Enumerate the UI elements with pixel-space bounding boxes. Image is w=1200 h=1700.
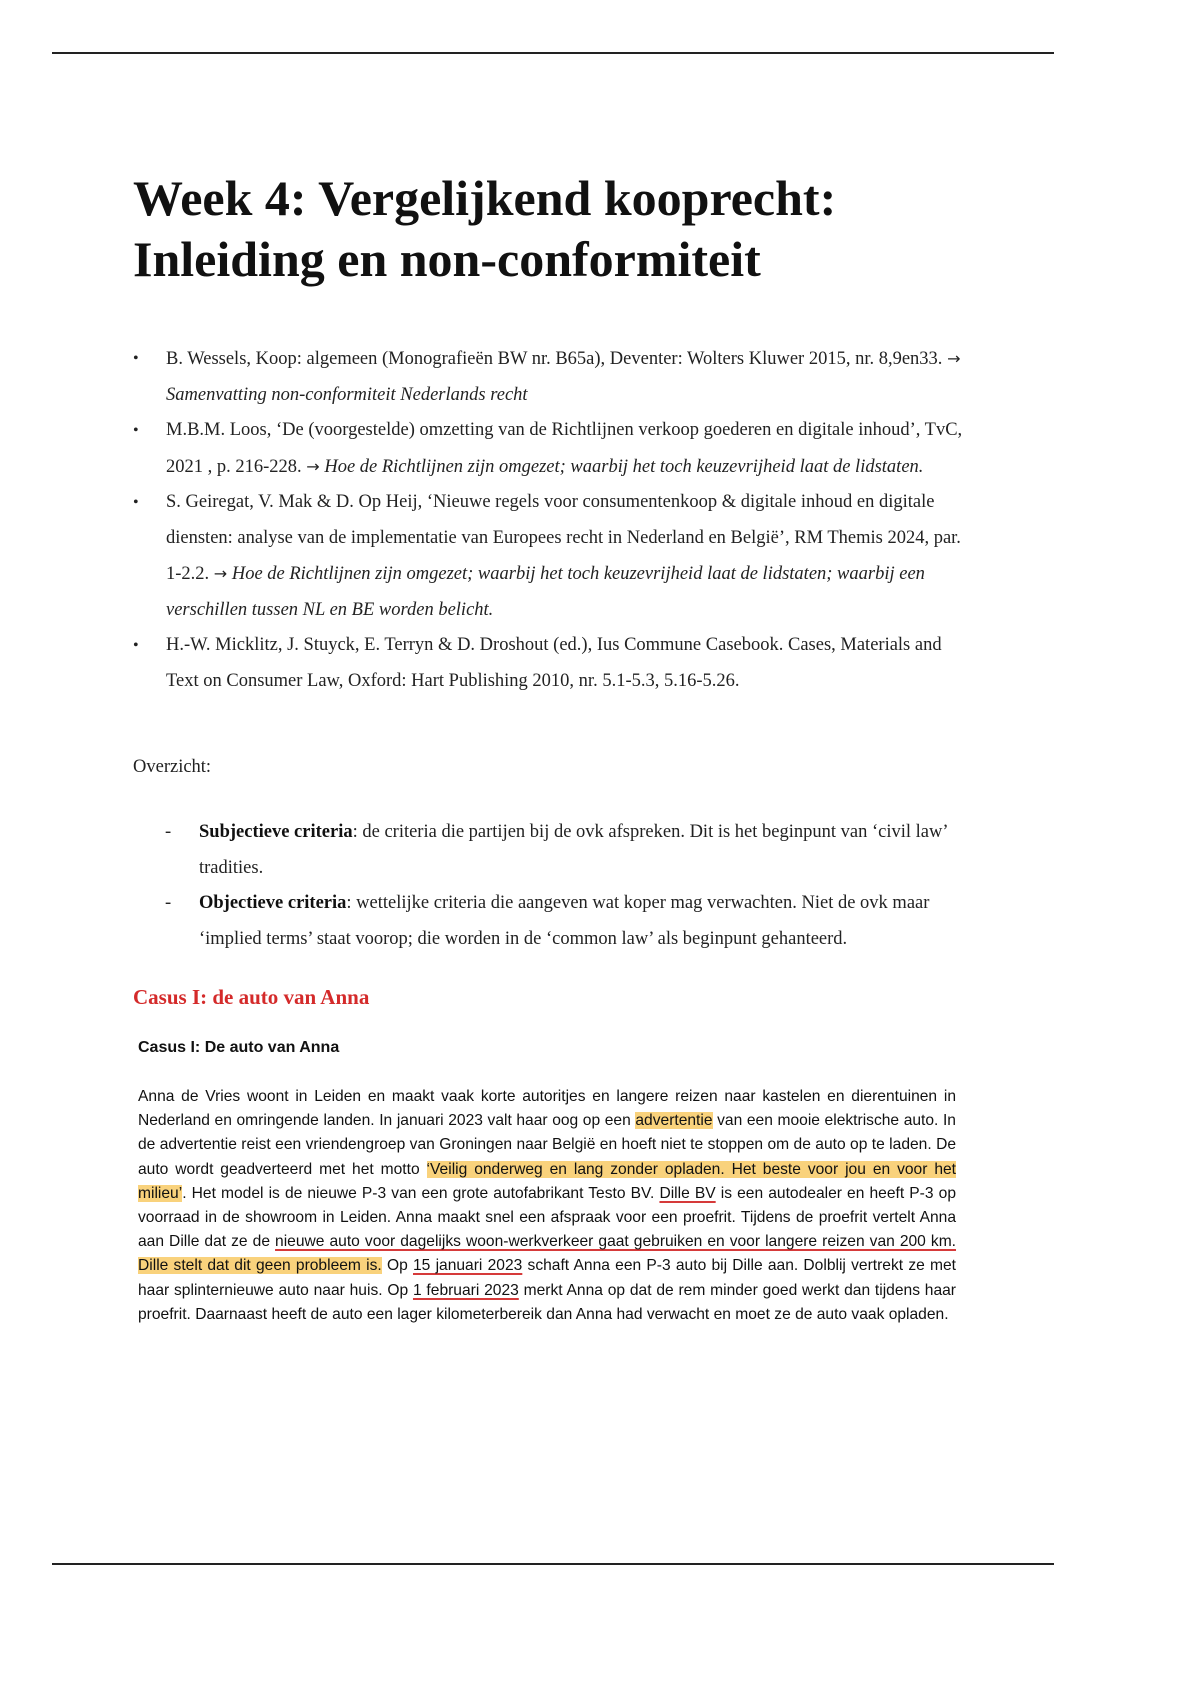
bottom-rule: [52, 1563, 1054, 1565]
reading-note: Hoe de Richtlijnen zijn omgezet; waarbij het toch keuzevrijheid laat de lidstaten.: [324, 456, 924, 477]
reading-note: Hoe de Richtlijnen zijn omgezet; waarbij het toch keuzevrijheid laat de lidstaten; waarbij een verschillen tussen NL en BE worden belicht.: [166, 564, 925, 620]
bullet-icon: •: [133, 494, 139, 511]
bullet-icon: •: [133, 350, 139, 367]
reading-citation: M.B.M. Loos, ‘De (voorgestelde) omzetting van de Richtlijnen verkoop goederen en digitale inhoud’, TvC, 2021 , p. 216-228.: [166, 420, 963, 477]
dash-icon: -: [165, 893, 172, 913]
underlined-phrase: 1 februari 2023: [412, 1281, 519, 1299]
criteria-term: Subjectieve criteria: [199, 822, 353, 842]
case-segment: Anna de Vries woont in Leiden en maakt vaak korte autoritjes en langere reizen naar kastelen en dierentuinen in Nederland en omringende landen. In januari 2023 valt haar oog op een: [138, 1088, 956, 1130]
criteria-term: Objectieve criteria: [199, 893, 347, 913]
dash-icon: -: [165, 822, 172, 842]
reading-note: Samenvatting non-conformiteit Nederlands recht: [166, 384, 528, 405]
highlighted-phrase: advertentie: [635, 1112, 713, 1130]
underlined-phrase: 15 januari 2023: [413, 1257, 523, 1275]
overview-label: Overzicht:: [133, 757, 212, 777]
criteria-description: : wettelijke criteria die aangeven wat koper mag verwachten. Niet de ovk maar ‘implied terms’ staat voorop; die worden in de ‘common law’ als beginpunt gehanteerd.: [199, 893, 930, 949]
reading-item: [133, 413, 963, 485]
case-excerpt: [135, 1032, 967, 1532]
reading-item: [133, 341, 963, 413]
highlighted-phrase: ‘Veilig onderweg en lang zonder opladen. Het beste voor jou en voor het milieu’: [138, 1160, 957, 1202]
bullet-icon: •: [133, 422, 139, 439]
bullet-icon: •: [133, 637, 139, 654]
reading-item: [133, 628, 963, 699]
case-segment: van een mooie elektrische auto. In de advertentie reist een vriendengroep van Groningen naar België en hoeft niet te stoppen om de auto op te laden. De auto wordt geadverteerd met het motto: [138, 1112, 956, 1178]
case-excerpt-text: [138, 1085, 956, 1327]
arrow-icon: →: [306, 456, 320, 476]
criteria-item: [165, 815, 965, 886]
reading-citation: H.-W. Micklitz, J. Stuyck, E. Terryn & D. Droshout (ed.), Ius Commune Casebook. Cases, Materials and Text on Consumer Law, Oxford: Hart Publishing 2010, nr. 5.1-5.3, 5.16-5.26.: [166, 635, 942, 691]
underlined-phrase: Dille BV: [659, 1184, 716, 1202]
highlighted-phrase: Dille stelt dat dit geen probleem is.: [138, 1257, 382, 1275]
reading-list: [133, 341, 963, 699]
case-heading: Casus I: de auto van Anna: [133, 985, 370, 1009]
criteria-list: [165, 815, 965, 957]
reading-citation: B. Wessels, Koop: algemeen (Monografieën BW nr. B65a), Deventer: Wolters Kluwer 2015, nr. 8,9en33.: [166, 349, 943, 369]
criteria-item: [165, 886, 965, 957]
case-segment: schaft Anna een P-3 auto bij Dille aan. Dolblij vertrekt ze met haar splinternieuwe auto naar huis. Op: [138, 1257, 957, 1299]
case-segment: . Het model is de nieuwe P-3 van een grote autofabrikant Testo BV.: [182, 1184, 660, 1202]
underlined-phrase: nieuwe auto voor dagelijks woon-werkverkeer gaat gebruiken en voor langere reizen van 200 km.: [275, 1233, 957, 1251]
arrow-icon: →: [947, 349, 961, 368]
case-segment: is een autodealer en heeft P-3 op voorraad in de showroom in Leiden. Anna maakt snel een afspraak voor een proefrit. Tijdens de proefrit vertelt Anna aan Dille dat ze de: [138, 1184, 956, 1251]
reading-item: [133, 485, 963, 628]
case-segment: merkt Anna op dat de rem minder goed werkt dan tijdens haar proefrit. Daarnaast heeft de auto een lager kilometerbereik dan Anna had verwacht en moet ze de auto vaak opladen.: [138, 1281, 956, 1323]
reading-citation: S. Geiregat, V. Mak & D. Op Heij, ‘Nieuwe regels voor consumentenkoop & digitale inhoud en digitale diensten: analyse van de implementatie van Europees recht in Nederland en België’, RM Themis 2024, par. 1-2.2.: [166, 492, 961, 584]
case-segment: Op: [381, 1257, 413, 1275]
top-rule: [52, 52, 1054, 54]
criteria-description: : de criteria die partijen bij de ovk afspreken. Dit is het beginpunt van ‘civil law’ tradities.: [199, 822, 948, 878]
arrow-icon: →: [213, 564, 228, 583]
page-title: Week 4: Vergelijkend kooprecht: Inleiding en non-conformiteit: [133, 170, 837, 287]
case-excerpt-title: Casus I: De auto van Anna: [138, 1039, 340, 1056]
